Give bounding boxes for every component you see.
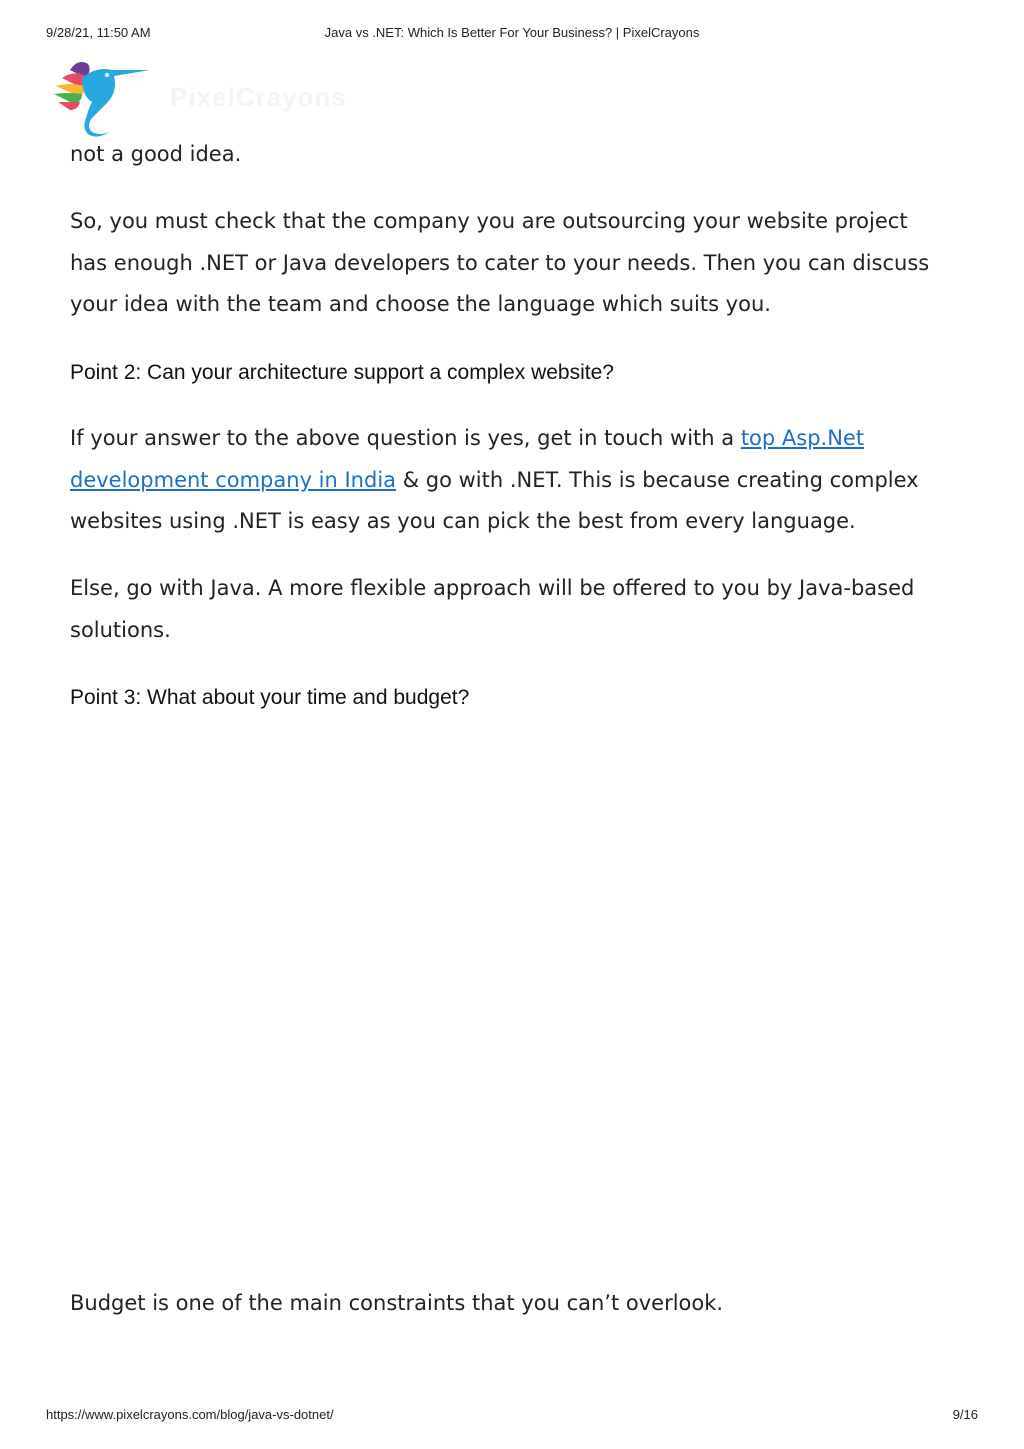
- paragraph-text-after-link: & go with .NET. This is because creating complex websites using .NET is easy as you can pick the best from every language.: [70, 467, 919, 533]
- paragraph-text-before-link: If your answer to the above question is yes, get in touch with a: [70, 426, 741, 450]
- print-url: https://www.pixelcrayons.com/blog/java-vs-dotnet/: [46, 1407, 334, 1422]
- aspnet-company-link[interactable]: top Asp.Net development company in India: [70, 426, 865, 492]
- print-datetime: 9/28/21, 11:50 AM: [46, 25, 151, 40]
- paragraph-outsourcing: So, you must check that the company you are outsourcing your website project has enough .NET or Java developers to cater to your needs. Then you can discuss your idea with the team and choose the language which suits you.: [70, 209, 930, 316]
- paragraph-architecture: [70, 418, 930, 543]
- paragraph-continued: not a good idea.: [70, 142, 242, 166]
- paragraph-budget: Budget is one of the main constraints that you can’t overlook.: [70, 1291, 724, 1315]
- heading-point-3: Point 3: What about your time and budget?: [70, 686, 470, 709]
- hummingbird-logo-icon: [52, 56, 156, 140]
- pixelcrayons-logo[interactable]: [52, 56, 156, 140]
- print-footer: [0, 1407, 1024, 1425]
- brand-wordmark: PixelCrayons: [170, 82, 347, 112]
- paragraph-java: Else, go with Java. A more flexible approach will be offered to you by Java-based solutions.: [70, 576, 915, 642]
- print-page-number: 9/16: [952, 1407, 978, 1422]
- heading-point-2: Point 2: Can your architecture support a complex website?: [70, 361, 614, 384]
- print-page-title: Java vs .NET: Which Is Better For Your Business? | PixelCrayons: [324, 25, 700, 40]
- print-header: [0, 25, 1024, 43]
